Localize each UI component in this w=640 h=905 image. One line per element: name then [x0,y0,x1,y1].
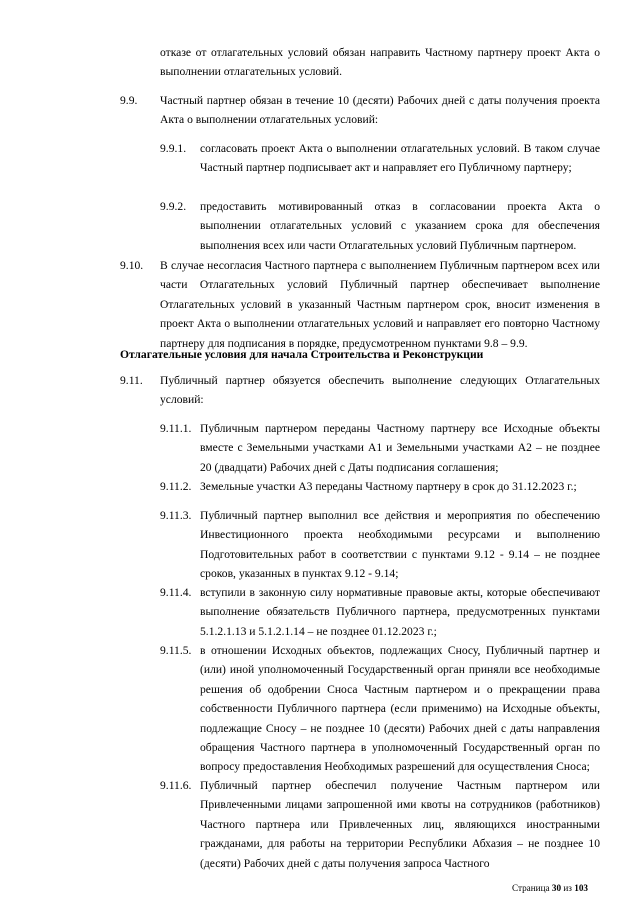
footer-prefix: Страница [511,883,550,893]
clause-number-9-11-4: 9.11.4. [160,586,192,599]
clause-number-9-11-6: 9.11.6. [160,779,192,792]
clause-number-9-11-3: 9.11.3. [160,509,192,522]
clause-number-9-9: 9.9. [120,94,138,107]
clause-9-11-4-text: вступили в законную силу нормативные правовые акты, которые обеспечивают выполнение обязательств Публичного партнера, предусмотренных пунктами 5.1.2.1.13 и 5.1.2.1.14 – не позднее 01.12.2023 г.; [200,586,600,638]
clause-9-10-text: В случае несогласия Частного партнера с выполнением Публичным партнером всех или части Отлагательных условий Публичный партнер обеспечивает выполнение Отлагательных условий в указанный Частным партнером срок, вносит изменения в проект Акта о выполнении отлагательных условий и направляет его повторно Частному партнеру для подписания в порядке, предусмотренном пунктами 9.8 – 9.9. [160,259,600,350]
clause-9-11-text: Публичный партнер обязуется обеспечить выполнение следующих Отлагательных условий: [160,374,600,407]
clause-9-11-5-text: в отношении Исходных объектов, подлежащих Сносу, Публичный партнер и (или) иной уполномоченный Государственный орган приняли все необходимые решения об одобрении Сноса Частным партнером и о прекращении права собственности Публичного партнера (если применимо) на Исходные объекты, подлежащие Сносу – не позднее 10 (десяти) Рабочих дней с даты направления обращения Частного партнера в уполномоченный Государственный орган по вопросу предоставления Необходимых разрешений для осуществления Сноса; [200,644,600,774]
clause-number-9-9-1: 9.9.1. [160,142,187,155]
clause-9-9-text: Частный партнер обязан в течение 10 (десяти) Рабочих дней с даты получения проекта Акта о выполнении отлагательных условий: [160,94,600,127]
footer-total-pages: 103 [574,883,588,893]
paragraph-continuation: отказе от отлагательных условий обязан направить Частному партнеру проект Акта о выполнении отлагательных условий. [160,46,600,79]
clause-9-11-3-text: Публичный партнер выполнил все действия и мероприятия по обеспечению Инвестиционного проекта необходимыми ресурсами и выполнению Подготовительных работ в соответствии с пунктами 9.12 - 9.14 – не позднее сроков, указанных в пунктах 9.12 - 9.14; [200,509,600,581]
clause-number-9-11-5: 9.11.5. [160,644,192,657]
clause-9-9-2-text: предоставить мотивированный отказ в согласовании проекта Акта о выполнении отлагательных условий с указанием срока для обеспечения выполнения всех или части Отлагательных условий Публичным партнером. [200,200,600,252]
clause-number-9-11-1: 9.11.1. [160,422,192,435]
clause-number-9-11-2: 9.11.2. [160,480,192,493]
footer-separator: из [563,883,572,893]
clause-9-11-2-text: Земельные участки А3 переданы Частному партнеру в срок до 31.12.2023 г.; [200,480,577,493]
clause-9-9-1-text: согласовать проект Акта о выполнении отлагательных условий. В таком случае Частный партнер подписывает акт и направляет его Публичному партнеру; [200,142,600,175]
clause-number-9-11: 9.11. [120,374,143,387]
clause-9-11-6-text: Публичный партнер обеспечил получение Частным партнером или Привлеченными лицами запрошенной ими квоты на сотрудников (работников) Частного партнера или Привлеченных лиц, являющихся иностранными гражданами, для работы на территории Республики Абхазия – не позднее 10 (десяти) Рабочих дней с даты получения запроса Частного [200,779,600,870]
page-footer [512,882,588,894]
clause-9-11-1-text: Публичным партнером переданы Частному партнеру все Исходные объекты вместе с Земельными участками А1 и Земельными участками А2 – не позднее 20 (двадцати) Рабочих дней с Даты подписания соглашения; [200,422,600,474]
footer-page-number: 30 [551,883,562,893]
clause-number-9-9-2: 9.9.2. [160,200,187,213]
clause-number-9-10: 9.10. [120,259,144,272]
section-heading: Отлагательные условия для начала Строительства и Реконструкции [120,348,484,361]
